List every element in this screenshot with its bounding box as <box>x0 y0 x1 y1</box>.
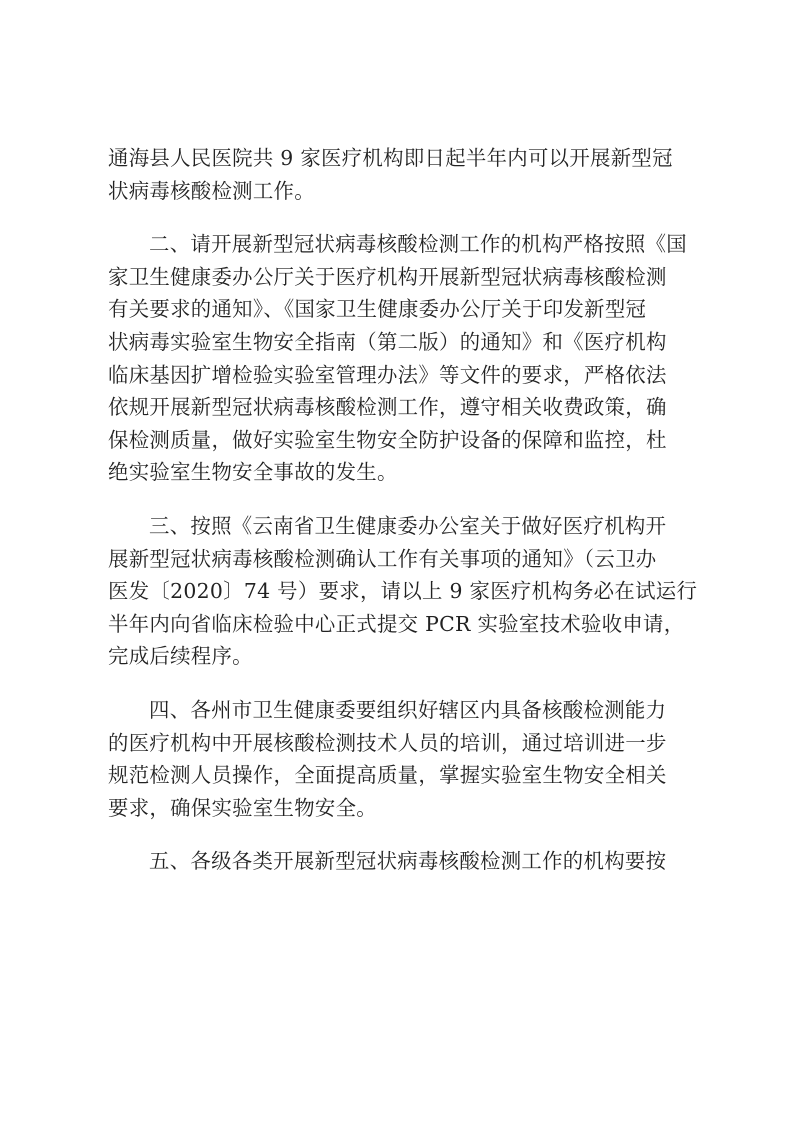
paragraph-line: 展新型冠状病毒核酸检测确认工作有关事项的通知》（云卫办 <box>108 546 657 571</box>
paragraph-line: 半年内向省临床检验中心正式提交 PCR 实验室技术验收申请， <box>108 611 685 636</box>
paragraph-line: 绝实验室生物安全事故的发生。 <box>108 460 398 485</box>
paragraph-section-2 <box>108 228 686 489</box>
paragraph-line: 临床基因扩增检验实验室管理办法》等文件的要求，严格依法 <box>108 362 667 387</box>
paragraph-section-5 <box>108 845 686 878</box>
paragraph-line: 医发〔2020〕74 号）要求，请以上 9 家医疗机构务必在试运行 <box>108 579 698 604</box>
paragraph-section-4 <box>108 694 686 824</box>
paragraph-line: 状病毒核酸检测工作。 <box>108 178 315 203</box>
paragraph-line: 状病毒实验室生物安全指南（第二版）的通知》和《医疗机构 <box>108 329 667 354</box>
paragraph-line: 规范检测人员操作，全面提高质量，掌握实验室生物安全相关 <box>108 763 667 788</box>
paragraph-line: 三、按照《云南省卫生健康委办公室关于做好医疗机构开 <box>149 513 667 538</box>
paragraph-line: 完成后续程序。 <box>108 644 253 669</box>
paragraph-line: 四、各州市卫生健康委要组织好辖区内具备核酸检测能力 <box>149 697 667 722</box>
paragraph-section-3 <box>108 510 698 673</box>
document-body <box>108 142 698 899</box>
paragraph-line: 依规开展新型冠状病毒核酸检测工作，遵守相关收费政策，确 <box>108 395 667 420</box>
paragraph-line: 要求，确保实验室生物安全。 <box>108 795 377 820</box>
paragraph-line: 保检测质量，做好实验室生物安全防护设备的保障和监控，杜 <box>108 427 667 452</box>
paragraph-line: 二、请开展新型冠状病毒核酸检测工作的机构严格按照《国 <box>149 232 687 257</box>
paragraph-line: 有关要求的通知》、《国家卫生健康委办公厅关于印发新型冠 <box>108 297 647 322</box>
paragraph-line: 五、各级各类开展新型冠状病毒核酸检测工作的机构要按 <box>149 849 667 874</box>
paragraph-line: 家卫生健康委办公厅关于医疗机构开展新型冠状病毒核酸检测 <box>108 264 667 289</box>
paragraph-line: 通海县人民医院共 9 家医疗机构即日起半年内可以开展新型冠 <box>108 146 673 170</box>
paragraph-line: 的医疗机构中开展核酸检测技术人员的培训，通过培训进一步 <box>108 730 667 755</box>
paragraph-institutions-continued <box>108 142 686 207</box>
